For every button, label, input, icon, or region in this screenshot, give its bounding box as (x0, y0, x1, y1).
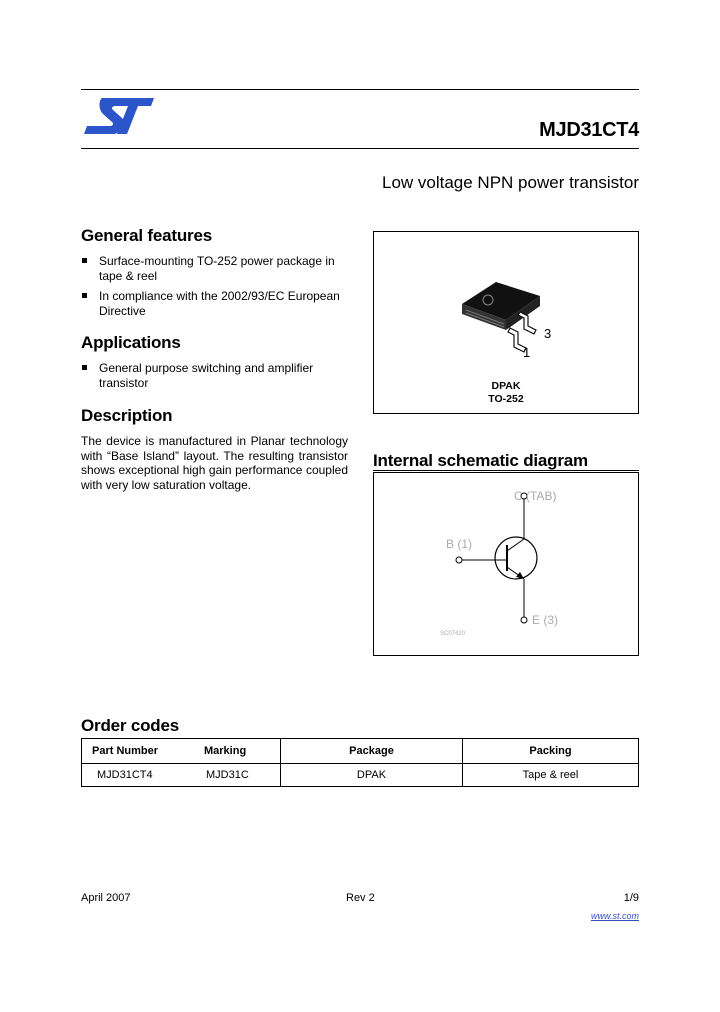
base-label: B (1) (446, 537, 473, 551)
list-item: Surface-mounting TO-252 power package in tape & reel (81, 254, 351, 283)
list-item: General purpose switching and amplifier transistor (81, 361, 351, 390)
cell-package: DPAK (281, 764, 463, 787)
cell-marking: MJD31C (204, 764, 281, 787)
figure-code: SC07420 (440, 631, 466, 637)
table-row (82, 764, 639, 787)
table-header-row (82, 739, 639, 764)
package-caption-line2: TO-252 (488, 393, 524, 405)
schematic-heading-rule (373, 470, 639, 471)
schematic-heading: Internal schematic diagram (373, 451, 588, 470)
footer-revision: Rev 2 (346, 892, 375, 904)
schematic-figure (373, 472, 639, 656)
description-heading: Description (81, 406, 173, 425)
general-features-list (81, 254, 351, 324)
list-item: In compliance with the 2002/93/EC European Directive (81, 289, 351, 318)
package-caption-line1: DPAK (491, 380, 521, 392)
header-bottom-rule (81, 148, 639, 149)
column-header-part-number: Part Number (82, 739, 205, 764)
order-codes-table (81, 738, 639, 787)
header-top-rule (81, 89, 639, 90)
column-header-packing: Packing (463, 739, 639, 764)
part-title: MJD31CT4 (539, 119, 639, 141)
npn-transistor-symbol (374, 473, 638, 655)
package-figure (373, 231, 639, 414)
column-header-package: Package (281, 739, 463, 764)
cell-packing: Tape & reel (463, 764, 639, 787)
general-features-heading: General features (81, 226, 212, 245)
applications-list (81, 361, 351, 396)
description-text: The device is manufactured in Planar technology with “Base Island” layout. The resulting transistor shows exceptional high gain performance coupled with very low saturation voltage. (81, 434, 348, 492)
applications-heading: Applications (81, 333, 181, 352)
pin-1-label: 1 (523, 345, 531, 360)
footer-website-link[interactable]: www.st.com (590, 911, 639, 921)
st-logo (82, 96, 156, 140)
footer-page: 1/9 (623, 892, 639, 904)
column-header-marking: Marking (204, 739, 281, 764)
collector-label: C (TAB) (514, 489, 557, 503)
emitter-label: E (3) (532, 613, 559, 627)
pin-3-label: 3 (544, 326, 552, 341)
dpak-package-drawing (454, 272, 574, 360)
cell-part-number: MJD31CT4 (82, 764, 205, 787)
order-codes-heading: Order codes (81, 716, 179, 735)
footer-date: April 2007 (81, 892, 131, 904)
document-subtitle: Low voltage NPN power transistor (381, 173, 639, 192)
